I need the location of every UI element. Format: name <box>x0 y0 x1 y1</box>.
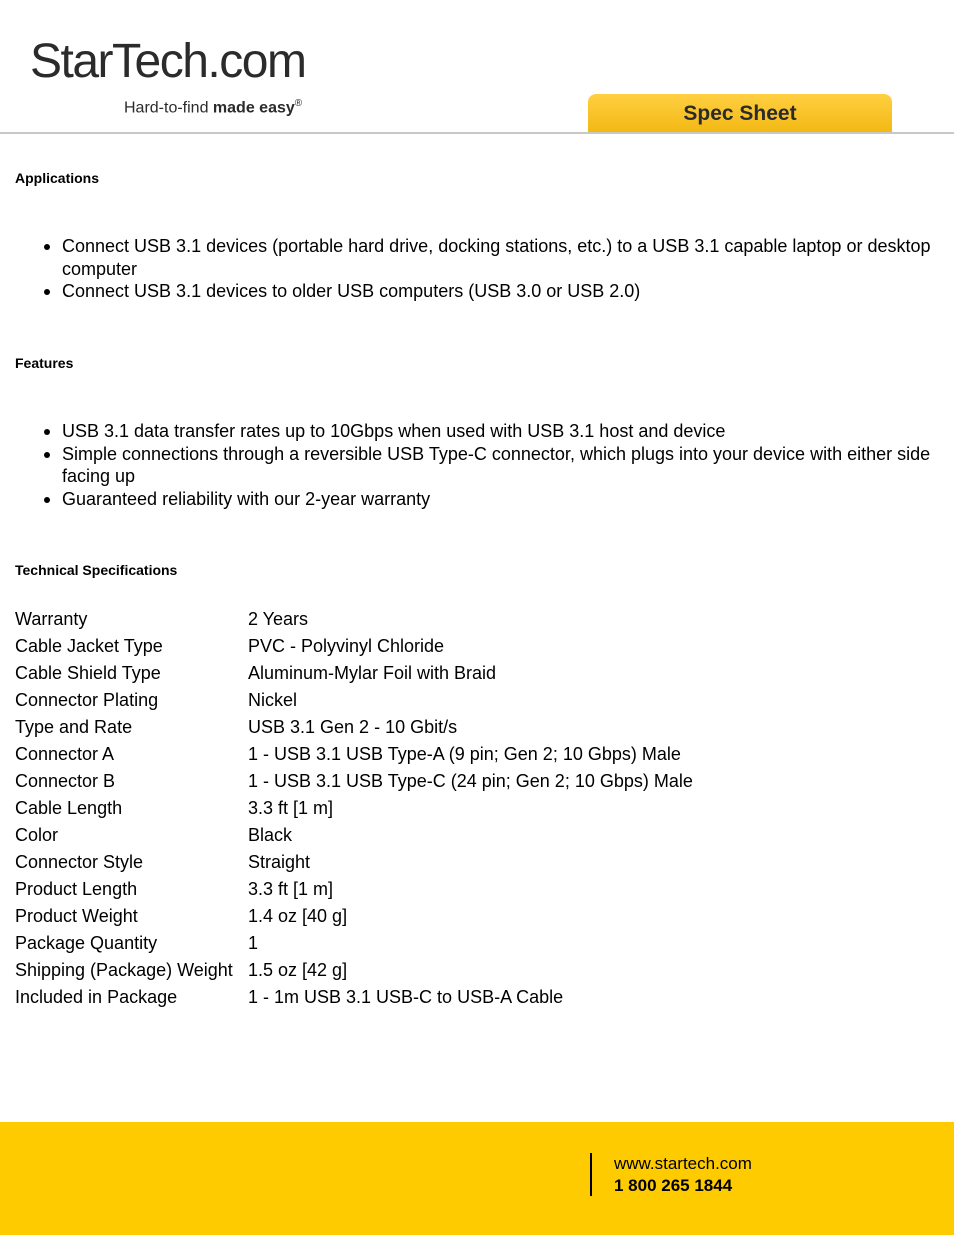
page-footer <box>0 1122 954 1235</box>
list-item: Simple connections through a reversible USB Type-C connector, which plugs into your device with either side facing up <box>15 443 935 488</box>
table-row <box>15 795 693 822</box>
spec-value: Aluminum-Mylar Foil with Braid <box>248 663 497 683</box>
spec-key: Warranty <box>15 609 88 629</box>
list-item: Connect USB 3.1 devices to older USB computers (USB 3.0 or USB 2.0) <box>15 280 935 303</box>
spec-value: Straight <box>248 852 311 872</box>
spec-key: Package Quantity <box>15 933 158 953</box>
spec-value: 1 <box>248 933 259 953</box>
table-row <box>15 768 693 795</box>
spec-key: Connector Style <box>15 852 144 872</box>
spec-sheet-tab: Spec Sheet <box>588 94 892 134</box>
spec-value: 3.3 ft [1 m] <box>248 879 334 899</box>
features-list <box>15 420 935 510</box>
table-row <box>15 930 693 957</box>
specs-heading: Technical Specifications <box>15 562 178 578</box>
table-row <box>15 606 693 633</box>
spec-key: Type and Rate <box>15 717 133 737</box>
applications-list <box>15 235 935 303</box>
spec-value: Nickel <box>248 690 298 710</box>
applications-heading: Applications <box>15 170 100 186</box>
spec-value: 2 Years <box>248 609 309 629</box>
table-row <box>15 849 693 876</box>
startech-logo[interactable] <box>30 34 330 124</box>
table-row <box>15 876 693 903</box>
list-item: Connect USB 3.1 devices (portable hard drive, docking stations, etc.) to a USB 3.1 capable laptop or desktop computer <box>15 235 935 280</box>
spec-value: 3.3 ft [1 m] <box>248 798 334 818</box>
spec-table <box>15 606 693 1011</box>
page-header <box>0 0 954 134</box>
list-item: Guaranteed reliability with our 2-year warranty <box>15 488 935 511</box>
list-item: USB 3.1 data transfer rates up to 10Gbps when used with USB 3.1 host and device <box>15 420 935 443</box>
logo-wordmark: StarTech.com <box>30 35 306 88</box>
spec-key: Connector A <box>15 744 115 764</box>
spec-key: Cable Jacket Type <box>15 636 163 656</box>
table-row <box>15 714 693 741</box>
spec-value: 1.5 oz [42 g] <box>248 960 348 980</box>
spec-value: 1.4 oz [40 g] <box>248 906 348 926</box>
spec-value: Black <box>248 825 293 845</box>
spec-value: PVC - Polyvinyl Chloride <box>248 636 445 656</box>
logo-tagline <box>124 98 302 117</box>
footer-divider <box>590 1153 592 1196</box>
tagline-prefix: Hard-to-find <box>124 99 213 117</box>
spec-key: Connector B <box>15 771 116 791</box>
spec-key: Product Length <box>15 879 138 899</box>
table-row <box>15 984 693 1011</box>
spec-value: 1 - USB 3.1 USB Type-C (24 pin; Gen 2; 10 Gbps) Male <box>248 771 693 791</box>
phone-number: 1 800 265 1844 <box>614 1176 733 1195</box>
spec-value: USB 3.1 Gen 2 - 10 Gbit/s <box>248 717 458 737</box>
table-row <box>15 687 693 714</box>
spec-key: Shipping (Package) Weight <box>15 960 233 980</box>
tagline-bold: made easy <box>212 99 295 117</box>
features-heading: Features <box>15 355 74 371</box>
spec-key: Cable Shield Type <box>15 663 161 683</box>
registered-mark: ® <box>294 98 303 109</box>
spec-key: Connector Plating <box>15 690 159 710</box>
table-row <box>15 903 693 930</box>
table-row <box>15 822 693 849</box>
spec-key: Color <box>15 825 59 845</box>
header-divider <box>0 132 954 134</box>
table-row <box>15 741 693 768</box>
table-row <box>15 660 693 687</box>
spec-key: Product Weight <box>15 906 138 926</box>
spec-key: Included in Package <box>15 987 178 1007</box>
website-link[interactable]: www.startech.com <box>614 1154 752 1173</box>
spec-value: 1 - USB 3.1 USB Type-A (9 pin; Gen 2; 10 Gbps) Male <box>248 744 681 764</box>
spec-value: 1 - 1m USB 3.1 USB-C to USB-A Cable <box>248 987 564 1007</box>
table-row <box>15 633 693 660</box>
table-row <box>15 957 693 984</box>
spec-key: Cable Length <box>15 798 123 818</box>
